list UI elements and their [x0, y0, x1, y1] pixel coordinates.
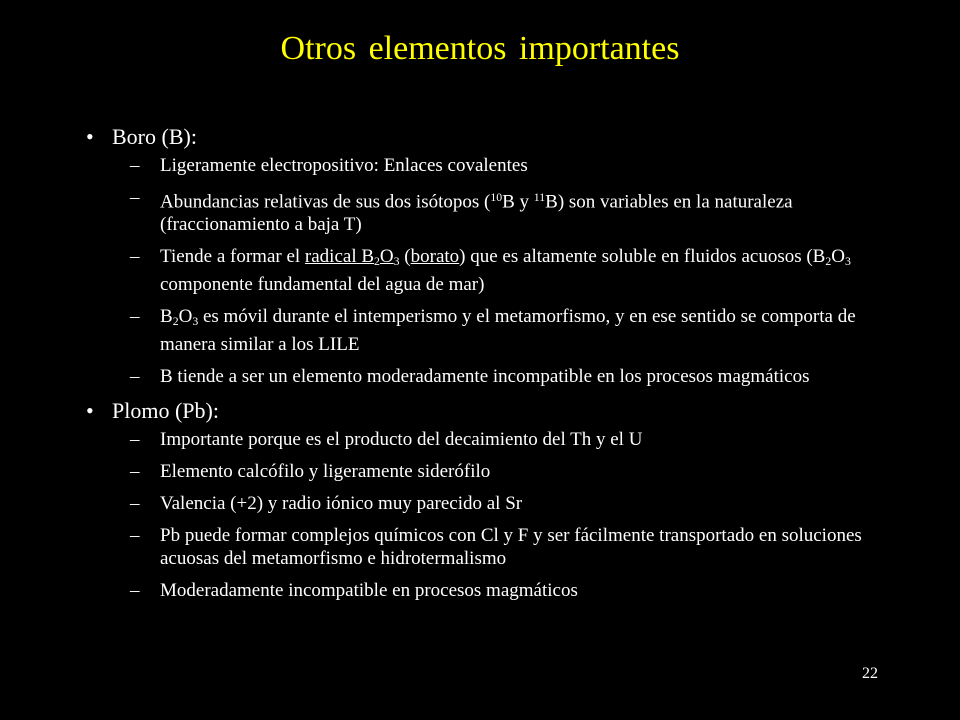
sub-item: [130, 524, 886, 570]
sub-item: [130, 245, 886, 296]
sub-item-text: Elemento calcófilo y ligeramente siderófilo: [160, 461, 491, 483]
sub-item-text: Valencia (+2) y radio iónico muy parecido al Sr: [160, 493, 523, 515]
dash-icon: –: [130, 493, 140, 515]
bullet-icon: •: [86, 124, 94, 149]
sub-item: [130, 579, 886, 602]
sub-item: [130, 365, 886, 388]
bullet-boro: [86, 124, 886, 150]
dash-icon: –: [130, 246, 140, 268]
sub-item-text: Pb puede formar complejos químicos con Cl y F y ser fácilmente transportado en soluciones acuosas del metamorfismo e hidrotermalismo: [160, 525, 862, 570]
dash-icon: –: [130, 306, 140, 328]
bullet-heading-boro: Boro (B):: [112, 124, 197, 149]
sub-item: [130, 460, 886, 483]
slide-title: Otros elementos importantes: [280, 30, 680, 67]
sub-item-text: B tiende a ser un elemento moderadamente incompatible en los procesos magmáticos: [160, 366, 810, 388]
boro-subitems: [130, 154, 886, 388]
dash-icon: –: [130, 187, 140, 208]
borato-link: borato: [410, 246, 460, 268]
slide-content: [86, 124, 886, 611]
sub-item: [130, 492, 886, 515]
dash-icon: –: [130, 525, 140, 547]
sub-item: [130, 186, 886, 236]
sub-item-text: Tiende a formar el radical $B_2O_3$ (borato) que es altamente soluble en fluidos acuosos ($B_2O_3$ componente fundamental del agua de mar): [160, 246, 851, 296]
sub-item-text: Importante porque es el producto del decaimiento del Th y el U: [160, 429, 643, 451]
sub-item-text: Abundancias relativas de sus dos isótopos ($^{10}$B y $^{11}$B) son variables en la naturaleza (fraccionamiento a baja T): [160, 191, 793, 236]
sub-item: [130, 305, 886, 356]
radical-link: radical $B_2O_3$: [304, 246, 400, 269]
dash-icon: –: [130, 366, 140, 388]
bullet-heading-plomo: Plomo (Pb):: [112, 398, 219, 424]
sub-item: [130, 154, 886, 177]
sub-item-text: Ligeramente electropositivo: Enlaces covalentes: [160, 155, 528, 176]
plomo-subitems: [130, 428, 886, 602]
dash-icon: –: [130, 429, 140, 451]
sub-item-text: $B_2O_3$ es móvil durante el intemperismo y el metamorfismo, y en ese sentido se comporta de manera similar a los LILE: [160, 306, 856, 356]
dash-icon: –: [130, 580, 140, 602]
bullet-icon: •: [86, 398, 94, 424]
dash-icon: –: [130, 461, 140, 483]
page-number: 22: [862, 665, 878, 682]
dash-icon: –: [130, 155, 140, 176]
sub-item-text: Moderadamente incompatible en procesos magmáticos: [160, 580, 578, 602]
bullet-plomo: [86, 398, 886, 424]
sub-item: [130, 428, 886, 451]
